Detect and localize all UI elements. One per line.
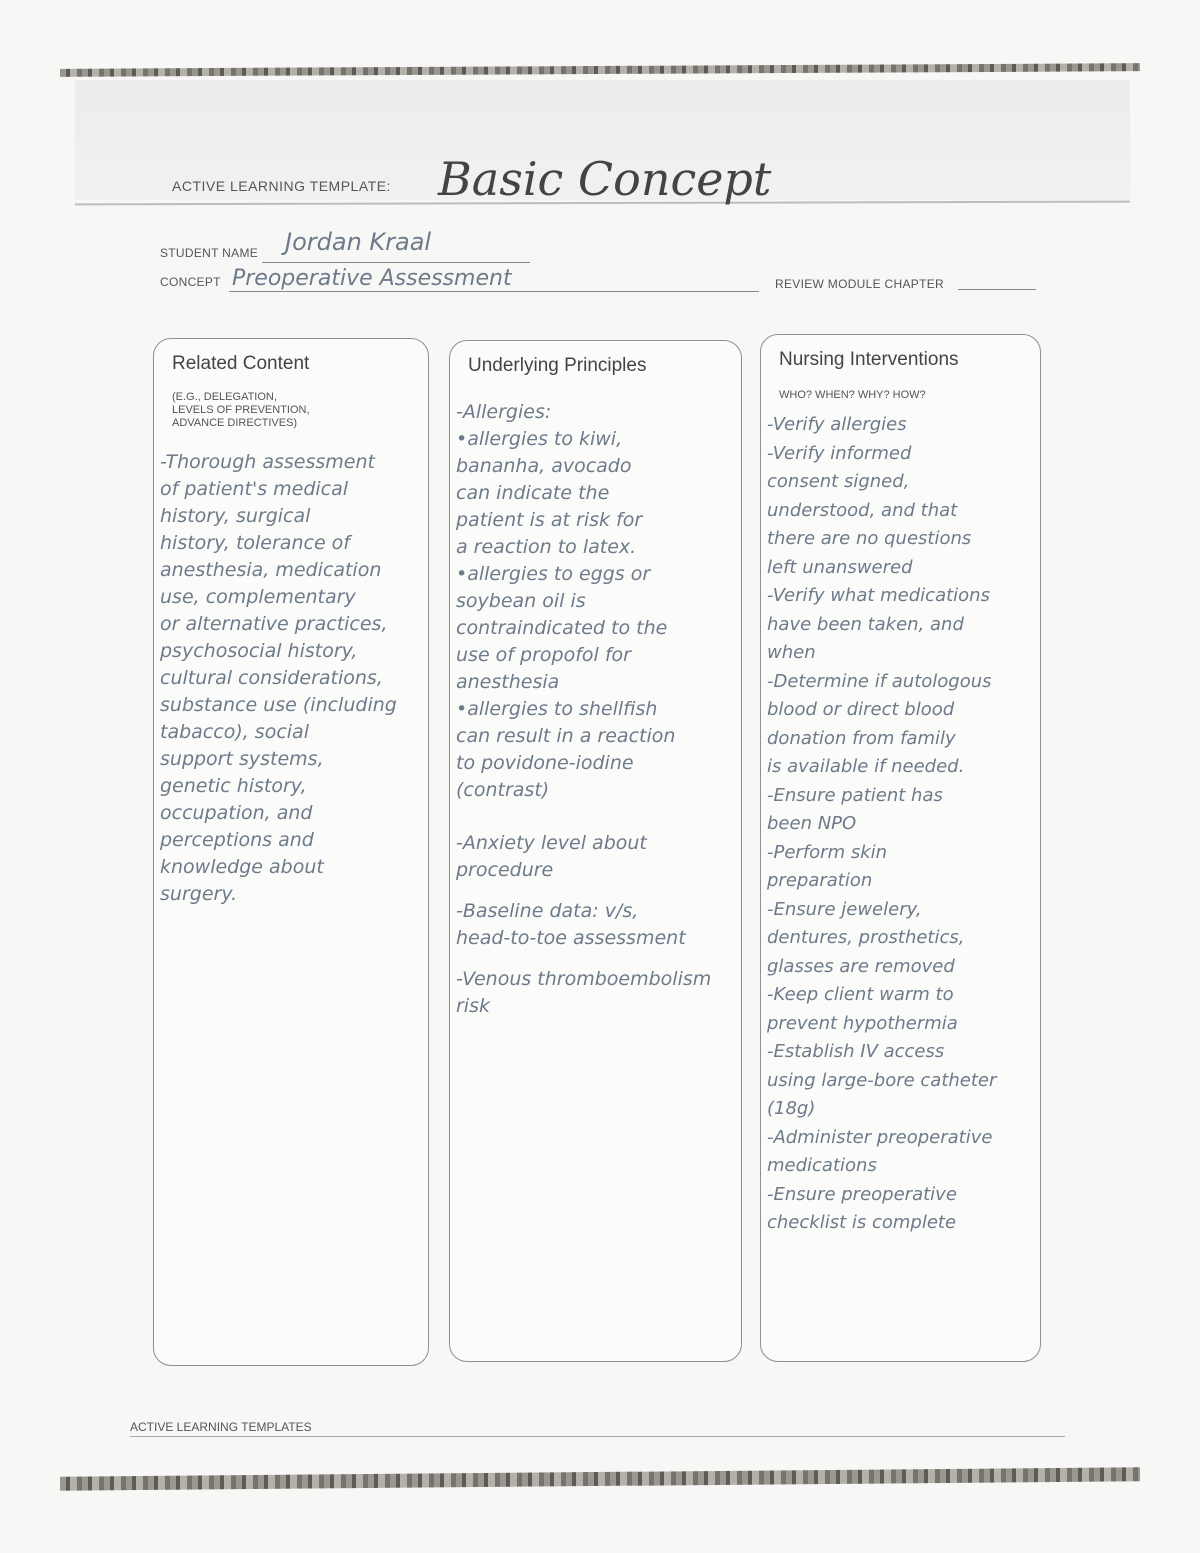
template-title: Basic Concept: [438, 152, 772, 206]
review-module-line: [958, 289, 1036, 290]
nursing-interventions-entry: -Verify allergies -Verify informed consent signed, understood, and that there are no questions left unanswered -Verify what medications have been taken, and when -Determine if autologous blood or direct blood donation from family is available if needed. -Ensure patient has been NPO -Perform skin preparation -Ensure jewelery, dentures, prosthetics, glasses are removed -Keep client warm to prevent hypothermia -Establish IV access using large-bore catheter (18g) -Administer preoperative medications -Ensure preoperative checklist is complete: [767, 414, 997, 1233]
student-name-value: Jordan Kraal: [285, 228, 432, 256]
review-module-label: REVIEW MODULE CHAPTER: [775, 277, 944, 291]
underlying-principles-entry: -Anxiety level about procedure: [456, 832, 647, 881]
nursing-interventions-box: [760, 334, 1041, 1362]
underlying-principles-title: Underlying Principles: [468, 355, 647, 376]
related-content-title: Related Content: [172, 353, 310, 374]
paper-bottom-edge: [60, 1467, 1140, 1490]
student-name-label: STUDENT NAME: [160, 246, 259, 260]
paper-top-edge: [60, 63, 1140, 77]
related-content-box: [153, 338, 429, 1366]
student-name-line: [262, 262, 530, 263]
nursing-interventions-subtitle: WHO? WHEN? WHY? HOW?: [779, 389, 926, 401]
concept-value: Preoperative Assessment: [232, 266, 512, 291]
underlying-principles-box: [449, 340, 742, 1362]
related-content-subtitle: (E.G., DELEGATION, LEVELS OF PREVENTION, ADVANCE DIRECTIVES): [172, 391, 310, 429]
underlying-principles-entry: -Venous thromboembolism risk: [456, 968, 712, 1017]
template-label: ACTIVE LEARNING TEMPLATE:: [172, 178, 391, 194]
underlying-principles-entry: -Baseline data: v/s, head-to-toe assessment: [456, 900, 686, 949]
related-content-entry: -Thorough assessment of patient's medical history, surgical history, tolerance of anesthesia, medication use, complementary or alternative practices, psychosocial history, cultural considerations, substance use (including tabacco), social support systems, genetic history, occupation, and perceptions and knowledge about surgery.: [160, 451, 397, 905]
footer-rule: [130, 1436, 1065, 1437]
footer-label: ACTIVE LEARNING TEMPLATES: [130, 1420, 312, 1434]
underlying-principles-entry: -Allergies: •allergies to kiwi, bananha, avocado can indicate the patient is at risk for a reaction to latex. •allergies to eggs or soybean oil is contraindicated to the use of propofol for anesthesia •allergies to shellfish can result in a reaction to povidone-iodine (contrast): [456, 401, 676, 801]
concept-line: [229, 291, 759, 292]
nursing-interventions-title: Nursing Interventions: [779, 349, 959, 370]
concept-label: CONCEPT: [160, 275, 221, 289]
